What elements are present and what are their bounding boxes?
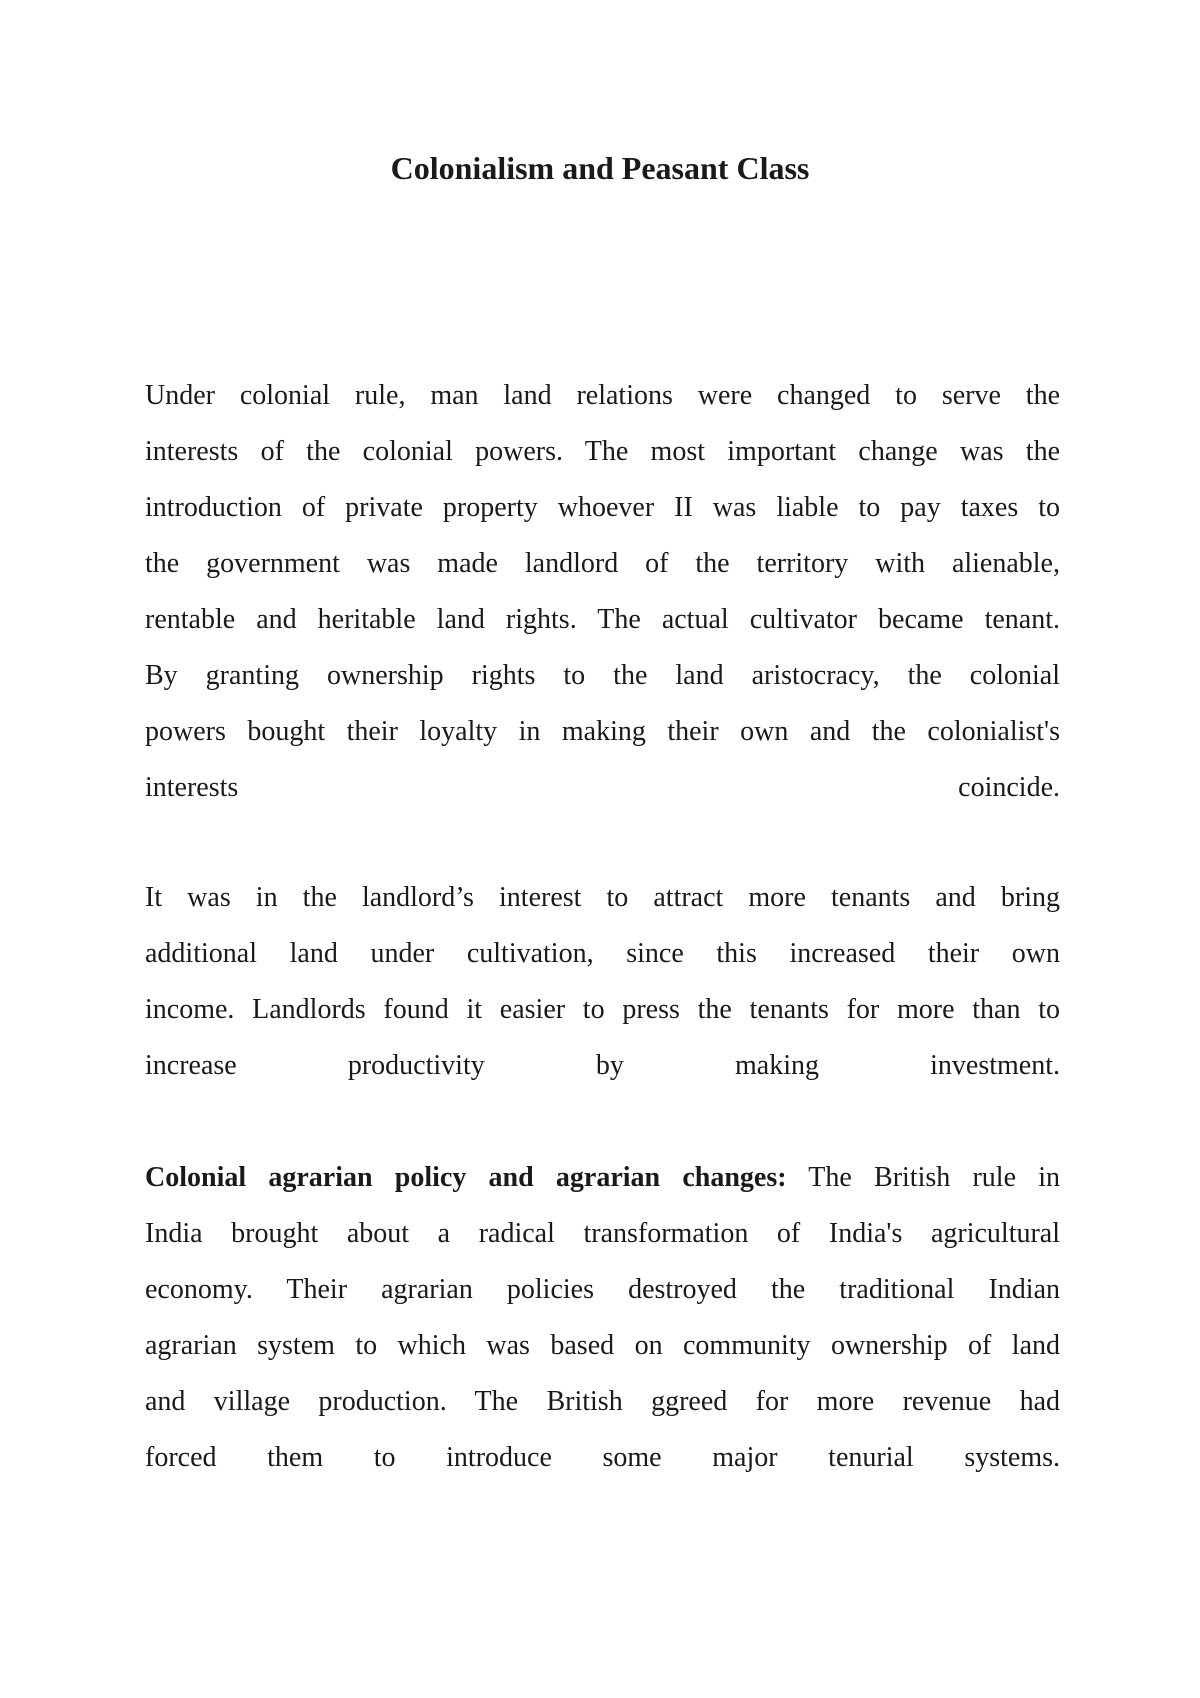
text-line: interests coincide. <box>145 772 1060 803</box>
text-line: forced them to introduce some major tenurial systems. <box>145 1442 1060 1473</box>
heading-continuation: The British rule in <box>786 1162 1061 1193</box>
paragraph-agrarian-policy <box>145 1150 1060 1486</box>
text-line: the government was made landlord of the territory with alienable, <box>145 548 1060 579</box>
text-line: agrarian system to which was based on community ownership of land <box>145 1330 1060 1361</box>
text-line: introduction of private property whoever II was liable to pay taxes to <box>145 492 1060 523</box>
text-line <box>145 1150 1060 1206</box>
document-title: Colonialism and Peasant Class <box>390 150 810 186</box>
text-line: economy. Their agrarian policies destroyed the traditional Indian <box>145 1274 1060 1305</box>
text-line: rentable and heritable land rights. The actual cultivator became tenant. <box>145 604 1060 635</box>
paragraph-colonial-rule <box>145 368 1060 816</box>
paragraph-landlord-interest <box>145 870 1060 1094</box>
text-line: It was in the landlord’s interest to attract more tenants and bring <box>145 882 1060 913</box>
text-line: income. Landlords found it easier to press the tenants for more than to <box>145 994 1060 1025</box>
section-heading: Colonial agrarian policy and agrarian changes: <box>145 1162 787 1193</box>
text-line: By granting ownership rights to the land aristocracy, the colonial <box>145 660 1060 691</box>
text-line: additional land under cultivation, since this increased their own <box>145 938 1060 969</box>
text-line: India brought about a radical transformation of India's agricultural <box>145 1218 1060 1249</box>
text-line: interests of the colonial powers. The most important change was the <box>145 436 1060 467</box>
text-line: increase productivity by making investment. <box>145 1050 1060 1081</box>
text-line: powers bought their loyalty in making their own and the colonialist's <box>145 716 1060 747</box>
text-line: and village production. The British ggreed for more revenue had <box>145 1386 1060 1417</box>
text-line: Under colonial rule, man land relations were changed to serve the <box>145 380 1060 411</box>
